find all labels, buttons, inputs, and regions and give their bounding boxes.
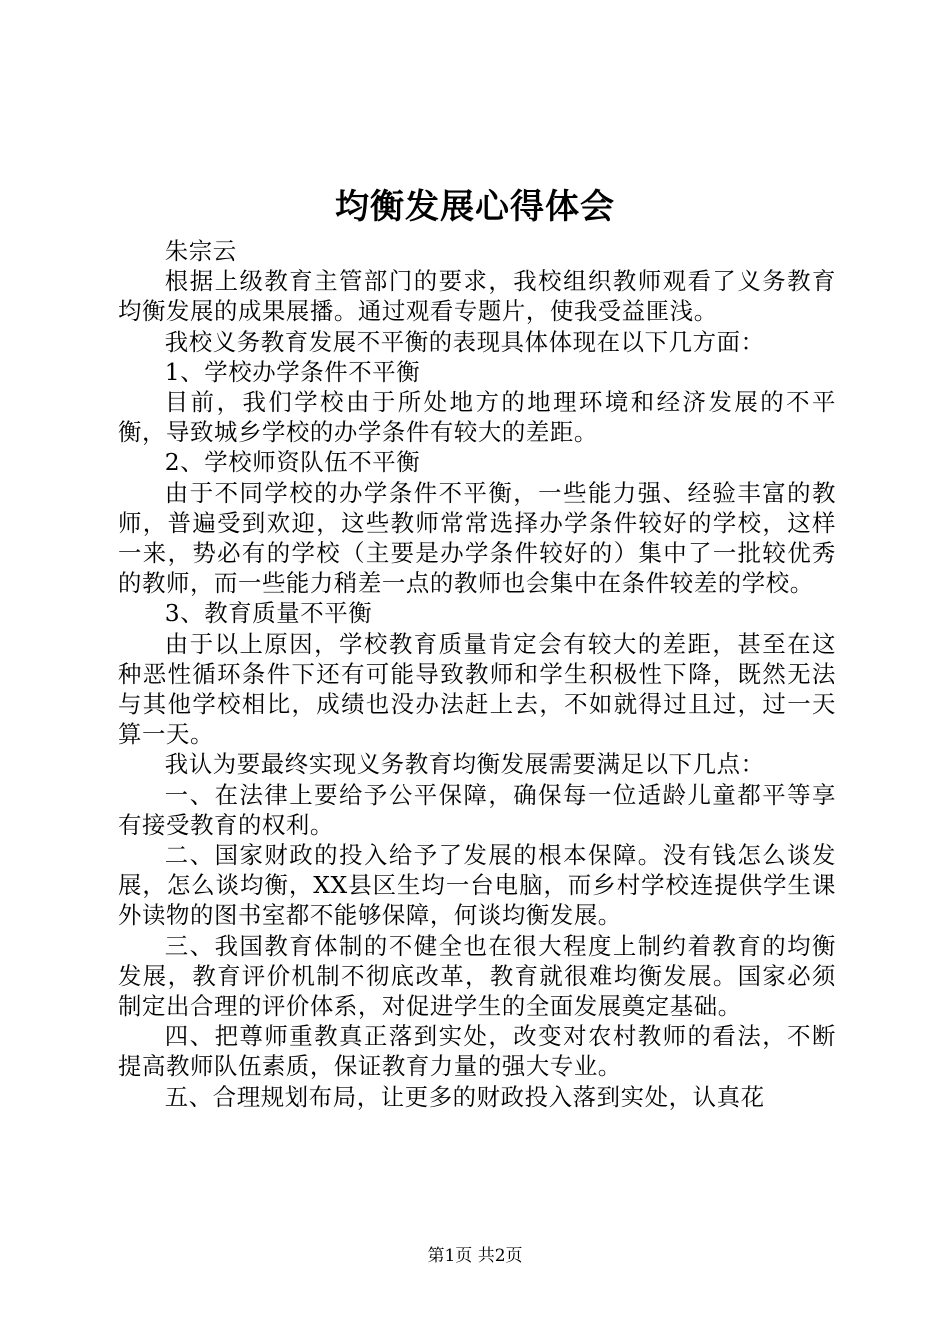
document-body bbox=[118, 236, 836, 1112]
paragraph-points-intro: 我认为要最终实现义务教育均衡发展需要满足以下几点： bbox=[164, 750, 765, 779]
paragraph-aspects: 我校义务教育发展不平衡的表现具体体现在以下几方面： bbox=[164, 327, 765, 356]
paragraph-2: 由于不同学校的办学条件不平衡，一些能力强、经验丰富的教师，普遍受到欢迎，这些教师常常选择办学条件较好的学校，这样一来，势必有的学校（主要是办学条件较好的）集中了一批较优秀的教师，而一些能力稍差一点的教师也会集中在条件较差的学校。 bbox=[118, 478, 836, 598]
paragraph-3: 由于以上原因，学校教育质量肯定会有较大的差距，甚至在这种恶性循环条件下还有可能导致教师和学生积极性下降，既然无法与其他学校相比，成绩也没办法赶上去，不如就得过且过，过一天算一天。 bbox=[118, 629, 836, 749]
point-4: 四、把尊师重教真正落到实处，改变对农村教师的看法，不断提高教师队伍素质，保证教育力量的强大专业。 bbox=[118, 1022, 836, 1081]
heading-2: 2、学校师资队伍不平衡 bbox=[164, 448, 421, 477]
paragraph-1: 目前，我们学校由于所处地方的地理环境和经济发展的不平衡，导致城乡学校的办学条件有较大的差距。 bbox=[118, 388, 836, 447]
page-number-footer: 第1页 共2页 bbox=[427, 1246, 523, 1266]
point-5: 五、合理规划布局，让更多的财政投入落到实处，认真花 bbox=[164, 1082, 765, 1111]
point-1: 一、在法律上要给予公平保障，确保每一位适龄儿童都平等享有接受教育的权利。 bbox=[118, 780, 836, 839]
heading-3: 3、教育质量不平衡 bbox=[164, 599, 373, 628]
point-2: 二、国家财政的投入给予了发展的根本保障。没有钱怎么谈发展，怎么谈均衡，XX县区生均一台电脑，而乡村学校连提供学生课外读物的图书室都不能够保障，何谈均衡发展。 bbox=[118, 841, 836, 930]
author-line: 朱宗云 bbox=[164, 237, 237, 265]
heading-1: 1、学校办学条件不平衡 bbox=[164, 357, 421, 386]
point-3: 三、我国教育体制的不健全也在很大程度上制约着教育的均衡发展，教育评价机制不彻底改革，教育就很难均衡发展。国家必须制定出合理的评价体系，对促进学生的全面发展奠定基础。 bbox=[118, 931, 836, 1021]
document-title: 均衡发展心得体会 bbox=[335, 187, 615, 227]
paragraph-intro: 根据上级教育主管部门的要求，我校组织教师观看了义务教育均衡发展的成果展播。通过观看专题片，使我受益匪浅。 bbox=[118, 267, 836, 326]
